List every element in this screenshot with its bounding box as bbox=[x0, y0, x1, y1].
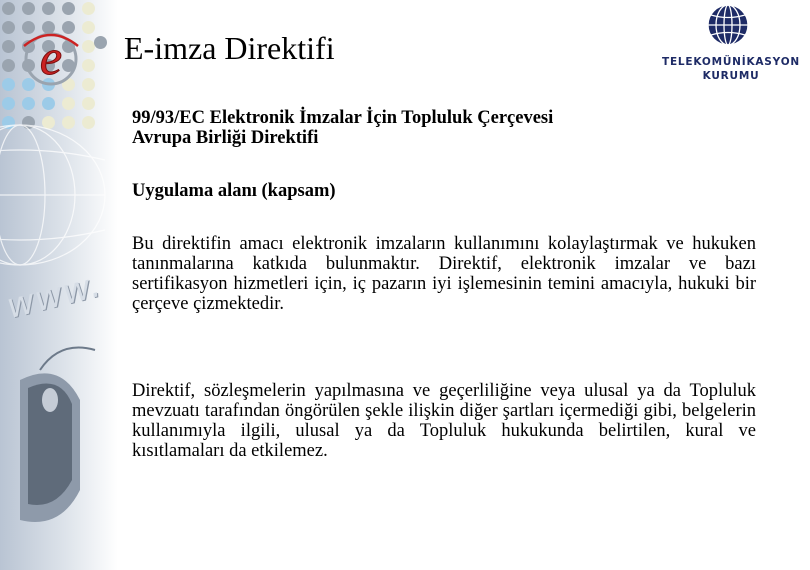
decorative-dot bbox=[2, 78, 15, 91]
paragraph-scope: Direktif, sözleşmelerin yapılmasına ve geçerliliğine veya ulusal ya da Topluluk mevzuatı tarafından öngörülen şekle ilişkin diğer şartları içermediği gibi, belgelerin kullanımıyla ilgili, ulusal ya da Topluluk hukukunda belirtilen, kural ve kısıtlamaları da etkilemez. bbox=[132, 381, 756, 461]
decorative-dot bbox=[22, 97, 35, 110]
title-bullet bbox=[94, 36, 107, 49]
decorative-dot bbox=[62, 97, 75, 110]
computer-mouse-decoration bbox=[0, 340, 118, 570]
telekom-globe-logo-icon bbox=[706, 3, 750, 47]
paragraph-purpose: Bu direktifin amacı elektronik imzaların kullanımını kolaylaştırmak ve hukuken tanınmalarına katkıda bulunmaktır. Direktif, elektronik imzalar ve bazı sertifikasyon hizmetleri için, iç pazarın iyi işlemesinin temini amacıyla, hukuki bir çerçeve çizmektedir. bbox=[132, 234, 756, 314]
org-name-line2: KURUMU bbox=[702, 70, 760, 82]
decorative-dot bbox=[2, 2, 15, 15]
org-name-line1: TELEKOMÜNİKASYON bbox=[661, 56, 801, 68]
decorative-dot bbox=[82, 97, 95, 110]
telekom-organization-name bbox=[656, 55, 806, 83]
decorative-dot bbox=[42, 2, 55, 15]
globe-wireframe-decoration bbox=[0, 120, 118, 270]
directive-subtitle bbox=[132, 108, 756, 148]
www-decoration-text: www. bbox=[2, 264, 106, 328]
section-heading: Uygulama alanı (kapsam) bbox=[132, 181, 336, 201]
decorative-dot bbox=[2, 40, 15, 53]
decorative-dot bbox=[2, 97, 15, 110]
decorative-dot bbox=[62, 2, 75, 15]
decorative-dot bbox=[22, 2, 35, 15]
decorative-dot bbox=[2, 21, 15, 34]
subtitle-line2: Avrupa Birliği Direktifi bbox=[132, 128, 319, 148]
decorative-dot bbox=[2, 59, 15, 72]
decorative-dot bbox=[82, 2, 95, 15]
subtitle-line1: 99/93/EC Elektronik İmzalar İçin Topluluk Çerçevesi bbox=[132, 108, 554, 128]
svg-text:e: e bbox=[39, 29, 63, 85]
slide-title: E-imza Direktifi bbox=[124, 30, 335, 66]
e-letter-logo bbox=[18, 24, 84, 90]
decorative-dot bbox=[42, 97, 55, 110]
